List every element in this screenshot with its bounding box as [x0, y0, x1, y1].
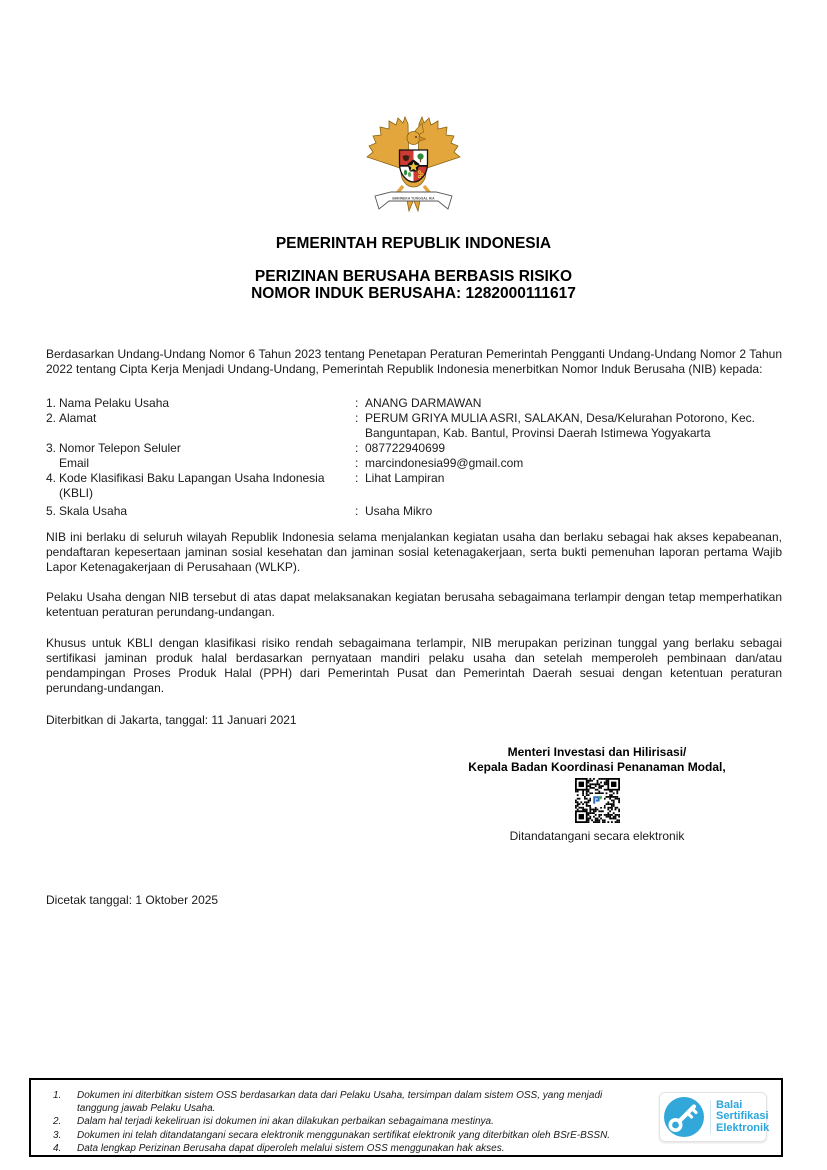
- bse-logo-line: Sertifikasi: [716, 1110, 769, 1123]
- field-value: : Usaha Mikro: [355, 504, 782, 519]
- nib-label: NOMOR INDUK BERUSAHA:: [251, 284, 462, 302]
- field-value: : ANANG DARMAWAN: [355, 396, 782, 411]
- disclaimer-number: 1.: [53, 1090, 62, 1101]
- field-value: : marcindonesia99@gmail.com: [355, 456, 782, 471]
- motto-ribbon: [375, 192, 452, 209]
- issued-line: Diterbitkan di Jakarta, tanggal: 11 Januari 2021: [46, 713, 297, 727]
- field-label: Skala Usaha: [59, 504, 128, 518]
- pancasila-shield: [400, 150, 428, 182]
- disclaimer-item: [31, 1142, 781, 1155]
- garuda-eagle-illustration: [365, 112, 462, 216]
- field-row: [46, 456, 782, 471]
- motto-text: BHINNEKA TUNGGAL IKA: [392, 196, 435, 201]
- document-body: [46, 347, 782, 844]
- intro-paragraph: Berdasarkan Undang-Undang Nomor 6 Tahun 2023 tentang Penetapan Peraturan Pemerintah Pengganti Undang-Undang Nomor 2 Tahun 2022 tentang Cipta Kerja Menjadi Undang-Undang, Pemerintah Republik Indonesia menerbitkan Nomor Induk Berusaha (NIB) kepada:: [46, 347, 782, 376]
- key-icon: [664, 1097, 704, 1137]
- field-label: Nama Pelaku Usaha: [59, 396, 170, 410]
- compliance-paragraph: Pelaku Usaha dengan NIB tersebut di atas dapat melaksanakan kegiatan berusaha sebagaimana terlampir dengan tetap memperhatikan ketentuan peraturan perundang-undangan.: [46, 590, 782, 619]
- disclaimer-text: Data lengkap Perizinan Berusaha dapat diperoleh melalui sistem OSS menggunakan hak akses.: [77, 1142, 505, 1154]
- bse-logo-line: Balai: [716, 1098, 743, 1111]
- field-number: 2.: [46, 411, 57, 425]
- validity-paragraph: NIB ini berlaku di seluruh wilayah Republik Indonesia selama menjalankan kegiatan usaha dan berlaku sebagai hak akses kepabeanan, pendaftaran kepesertaan jaminan sosial kesehatan dan jaminan sosial ketenagakerjaan, serta bukti pemenuhan laporan pertama Wajib Lapor Ketenagakerjaan di Perusahaan (WLKP).: [46, 530, 782, 574]
- disclaimer-text: Dokumen ini diterbitkan sistem OSS berdasarkan data dari Pelaku Usaha, tersimpan dalam sistem OSS, yang menjadi tanggung jawab Pelaku Usaha.: [77, 1090, 603, 1115]
- minister-title-line2: Kepala Badan Koordinasi Penanaman Modal,: [468, 760, 726, 774]
- document-title: PERIZINAN BERUSAHA BERBASIS RISIKO: [254, 268, 573, 285]
- disclaimer-text: Dalam hal terjadi kekeliruan isi dokumen ini akan dilakukan perbaikan sebagaimana mestinya.: [77, 1116, 494, 1128]
- field-row: [46, 504, 782, 519]
- field-number: 4.: [46, 471, 57, 485]
- field-label: Nomor Telepon Seluler: [59, 441, 181, 455]
- field-value: : PERUM GRIYA MULIA ASRI, SALAKAN, Desa/Kelurahan Potorono, Kec. Banguntapan, Kab. Bantul, Provinsi Daerah Istimewa Yogyakarta: [355, 411, 782, 441]
- field-value: : Lihat Lampiran: [355, 471, 782, 486]
- minister-title-line1: Menteri Investasi dan Hilirisasi/: [507, 745, 687, 759]
- nib-number: 1282000111617: [465, 284, 576, 302]
- business-fields-list: [46, 396, 782, 519]
- disclaimer-text: Dokumen ini telah ditandatangani secara elektronik menggunakan sertifikat elektronik yang diterbitkan oleh BSrE-BSSN.: [77, 1129, 611, 1141]
- field-number: 5.: [46, 504, 57, 518]
- field-number: 1.: [46, 396, 57, 410]
- qr-center-logo: [591, 794, 604, 807]
- disclaimer-number: 3.: [53, 1129, 62, 1141]
- field-label: Kode Klasifikasi Baku Lapangan Usaha Indonesia (KBLI): [59, 471, 325, 500]
- field-label: Alamat: [59, 411, 97, 425]
- nib-number-line: [0, 286, 827, 303]
- qr-code: [575, 778, 620, 823]
- document-title-block: [0, 269, 827, 302]
- field-number: 3.: [46, 441, 57, 455]
- bse-logo-text: [710, 1100, 769, 1135]
- field-row: [46, 441, 782, 456]
- field-label: Email: [59, 456, 90, 470]
- halal-paragraph: Khusus untuk KBLI dengan klasifikasi risiko rendah sebagaimana terlampir, NIB merupakan perizinan tunggal yang berlaku sebagai sertifikasi jaminan produk halal berdasarkan pernyataan mandiri pelaku usaha dan setelah memperoleh pembinaan dan/atau pendampingan Proses Produk Halal (PPH) dari Pemerintah Pusat dan Pemerintah Daerah sesuai dengan ketentuan peraturan perundang-undangan.: [46, 636, 782, 695]
- disclaimer-box: [29, 1078, 783, 1157]
- field-value: : 087722940699: [355, 441, 782, 456]
- printed-date-line: Dicetak tanggal: 1 Oktober 2025: [46, 893, 219, 907]
- disclaimer-number: 4.: [53, 1142, 62, 1154]
- field-row: [46, 471, 782, 501]
- government-title: PEMERINTAH REPUBLIK INDONESIA: [275, 235, 552, 252]
- disclaimer-number: 2.: [53, 1116, 62, 1128]
- electronic-signature-note: Ditandatangani secara elektronik: [509, 829, 685, 843]
- signature-block: [412, 745, 782, 844]
- field-row: [46, 396, 782, 411]
- field-row: [46, 411, 782, 441]
- garuda-pancasila-emblem: [365, 112, 462, 216]
- bse-logo-line: Elektronik: [716, 1121, 770, 1134]
- bse-logo: [659, 1092, 770, 1142]
